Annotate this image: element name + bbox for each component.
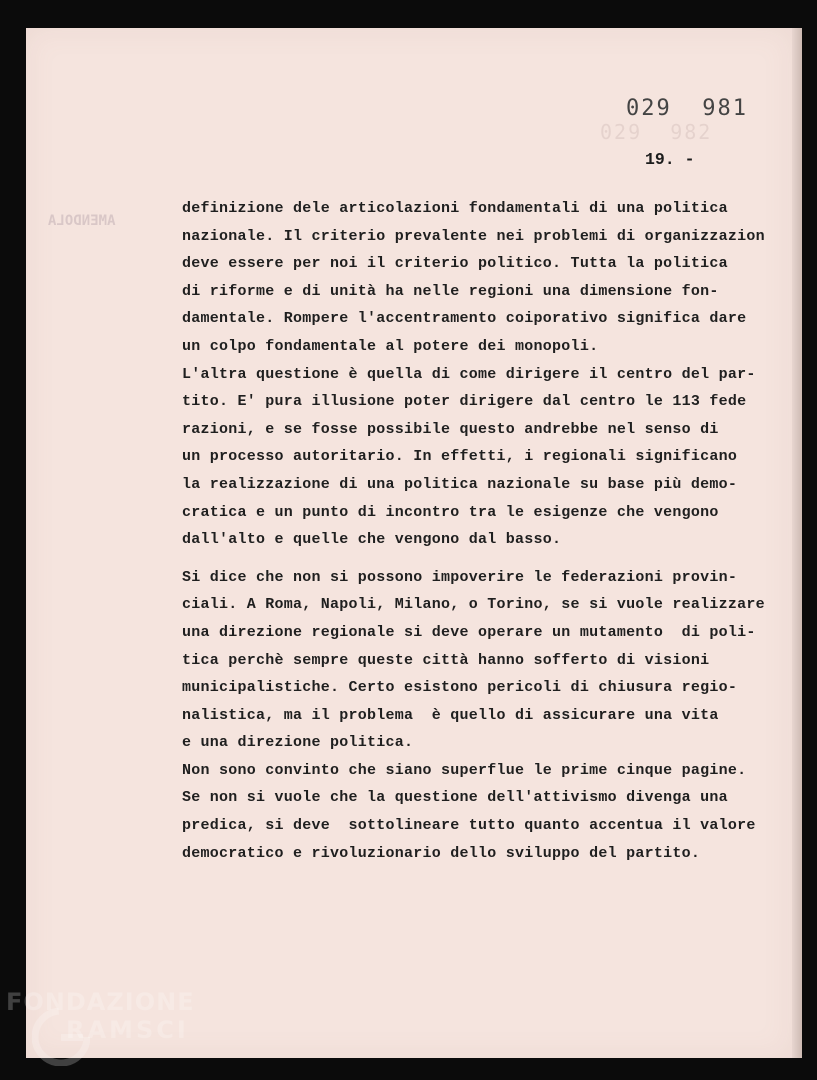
text-line: ciali. A Roma, Napoli, Milano, o Torino, se si vuole realizzare [182,596,765,614]
text-line: dall'alto e quelle che vengono dal basso. [182,531,562,549]
text-line: nazionale. Il criterio prevalente nei problemi di organizzazion [182,227,765,245]
text-line: di riforme e di unità ha nelle regioni una dimensione fon- [182,282,719,300]
text-line: nalistica, ma il problema è quello di assicurare una vita [182,706,719,724]
text-line: predica, si deve sottolineare tutto quanto accentua il valore [182,817,756,835]
page-edge [792,28,802,1058]
text-line: deve essere per noi il criterio politico. Tutta la politica [182,255,728,273]
text-line: definizione dele articolazioni fondamentali di una politica [182,200,728,217]
text-line: un processo autoritario. In effetti, i regionali significano [182,448,738,466]
bleed-through-number: 029 982 [600,120,713,144]
document-number: 029 981 [626,96,748,121]
text-line: la realizzazione di una politica nazionale su base più demo- [182,475,738,493]
text-line: municipalistiche. Certo esistono pericoli di chiusura regio- [182,679,738,697]
watermark-line-2: RAMSCI [66,1016,189,1044]
text-line: Si dice che non si possono impoverire le federazioni provin- [182,568,738,586]
text-line: Non sono convinto che siano superflue le prime cinque pagine. [182,761,747,779]
text-line: damentale. Rompere l'accentramento coiporativo significa dare [182,310,747,328]
text-line: e una direzione politica. [182,734,414,752]
paragraph-spacer [182,554,792,564]
paragraph-1 [182,195,792,554]
watermark-line-1: FONDAZIONE [6,988,195,1016]
page-number: 19. - [645,150,695,169]
fondazione-gramsci-watermark [6,990,195,1042]
text-line: democratico e rivoluzionario dello sviluppo del partito. [182,844,701,862]
text-line: tito. E' pura illusione poter dirigere dal centro le 113 fede [182,393,747,411]
body-text [182,195,792,867]
text-line: Se non si vuole che la questione dell'attivismo divenga una [182,789,728,807]
text-line: tica perchè sempre queste città hanno sofferto di visioni [182,651,710,669]
text-line: un colpo fondamentale al potere dei monopoli. [182,337,599,355]
text-line: una direzione regionale si deve operare un mutamento di poli- [182,623,756,641]
paragraph-2 [182,564,792,868]
bleed-through-stamp: AMENDOLA [48,213,116,229]
text-line: cratica e un punto di incontro tra le esigenze che vengono [182,503,719,521]
text-line: L'altra questione è quella di come dirigere il centro del par- [182,365,756,383]
text-line: razioni, e se fosse possibile questo andrebbe nel senso di [182,420,719,438]
